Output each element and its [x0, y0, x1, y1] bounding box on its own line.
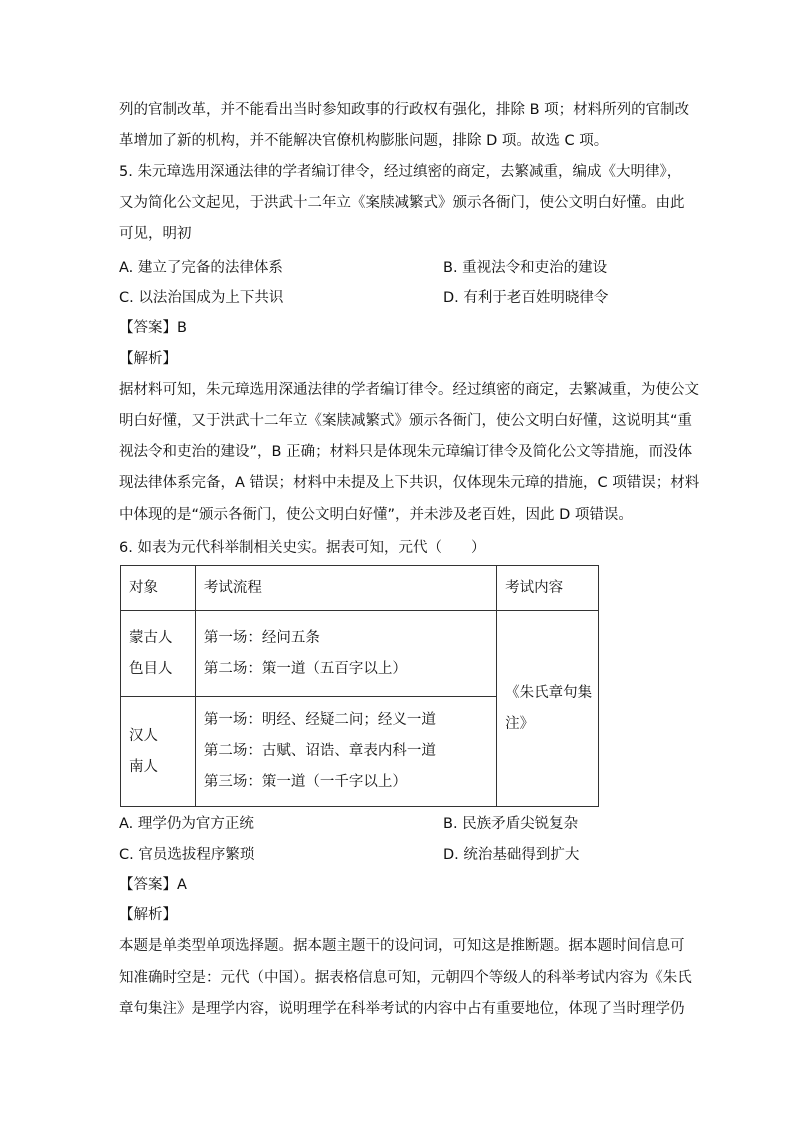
content-line: 《朱氏章句集 [505, 684, 593, 701]
header-target: 对象 [121, 566, 196, 611]
q6-stem: 6. 如表为元代科举制相关史实。据表可知，元代（ ） [119, 540, 486, 556]
q5-analysis-label: 【解析】 [119, 351, 177, 367]
q6-option-c: C. 官员选拔程序繁琐 [119, 847, 255, 863]
q6-analysis-line: 章句集注》是理学内容，说明理学在科举考试的内容中占有重要地位，体现了当时理学仍 [119, 1001, 685, 1017]
row-process [195, 611, 496, 697]
q5-analysis-line: 现法律体系完备，A 错误；材料中未提及上下共识，仅体现朱元璋的措施，C 项错误；材料 [119, 475, 700, 491]
row-process [195, 697, 496, 807]
prev-analysis-line: 列的官制改革，并不能看出当时参知政事的行政权有强化，排除 B 项；材料所列的官制改 [119, 102, 690, 118]
process-line: 第三场：策一道（一千字以上） [203, 774, 407, 790]
process-line: 第一场：经问五条 [203, 629, 320, 646]
q5-option-a: A. 建立了完备的法律体系 [119, 260, 283, 276]
q5-stem-line: 5. 朱元璋选用深通法律的学者编订律令，经过缜密的商定，去繁减重，编成《大明律》， [119, 164, 682, 180]
row-target [121, 611, 196, 697]
q5-analysis-line: 明白好懂，又于洪武十二年立《案牍减繁式》颁示各衙门，使公文明白好懂，这说明其“重 [119, 413, 693, 429]
target-line: 蒙古人 [129, 629, 173, 646]
exam-content [497, 611, 599, 807]
q5-stem-line: 可见，明初 [119, 226, 192, 242]
q5-analysis-line: 视法令和吏治的建设”，B 正确；材料只是体现朱元璋编订律令及简化公文等措施，而没体 [119, 444, 693, 460]
target-line: 色目人 [129, 660, 173, 677]
q6-option-d: D. 统治基础得到扩大 [443, 847, 580, 863]
q5-analysis-line: 据材料可知，朱元璋选用深通法律的学者编订律令。经过缜密的商定，去繁减重，为使公文 [119, 382, 699, 398]
q5-stem-line: 又为简化公文起见，于洪武十二年立《案牍减繁式》颁示各衙门，使公文明白好懂。由此 [119, 195, 685, 211]
exam-table [120, 565, 599, 807]
q6-analysis-label: 【解析】 [119, 907, 177, 923]
target-line: 汉人 [129, 727, 158, 744]
header-content: 考试内容 [497, 566, 599, 611]
q5-option-d: D. 有利于老百姓明晓律令 [443, 290, 609, 306]
q5-option-c: C. 以法治国成为上下共识 [119, 290, 284, 306]
q6-analysis-line: 本题是单类型单项选择题。据本题主题干的设问词，可知这是推断题。据本题时间信息可 [119, 938, 685, 954]
header-process: 考试流程 [195, 566, 496, 611]
prev-analysis-line: 革增加了新的机构，并不能解决官僚机构膨胀问题，排除 D 项。故选 C 项。 [119, 133, 609, 149]
q5-answer: 【答案】B [119, 320, 187, 336]
process-line: 第二场：策一道（五百字以上） [203, 660, 407, 677]
q5-analysis-line: 中体现的是“颁示各衙门，使公文明白好懂”，并未涉及老百姓，因此 D 项错误。 [119, 507, 633, 523]
process-line: 第二场：古赋、诏诰、章表内科一道 [203, 743, 436, 759]
target-line: 南人 [129, 758, 158, 775]
q6-option-b: B. 民族矛盾尖锐复杂 [443, 816, 579, 832]
q5-option-b: B. 重视法令和吏治的建设 [443, 260, 608, 276]
content-line: 注》 [505, 715, 535, 732]
q6-analysis-line: 知准确时空是：元代（中国）。据表格信息可知，元朝四个等级人的科举考试内容为《朱氏 [119, 970, 692, 986]
q6-option-a: A. 理学仍为官方正统 [119, 816, 254, 832]
row-target [121, 697, 196, 807]
q6-answer: 【答案】A [119, 877, 187, 893]
process-line: 第一场：明经、经疑二问；经义一道 [203, 712, 436, 728]
